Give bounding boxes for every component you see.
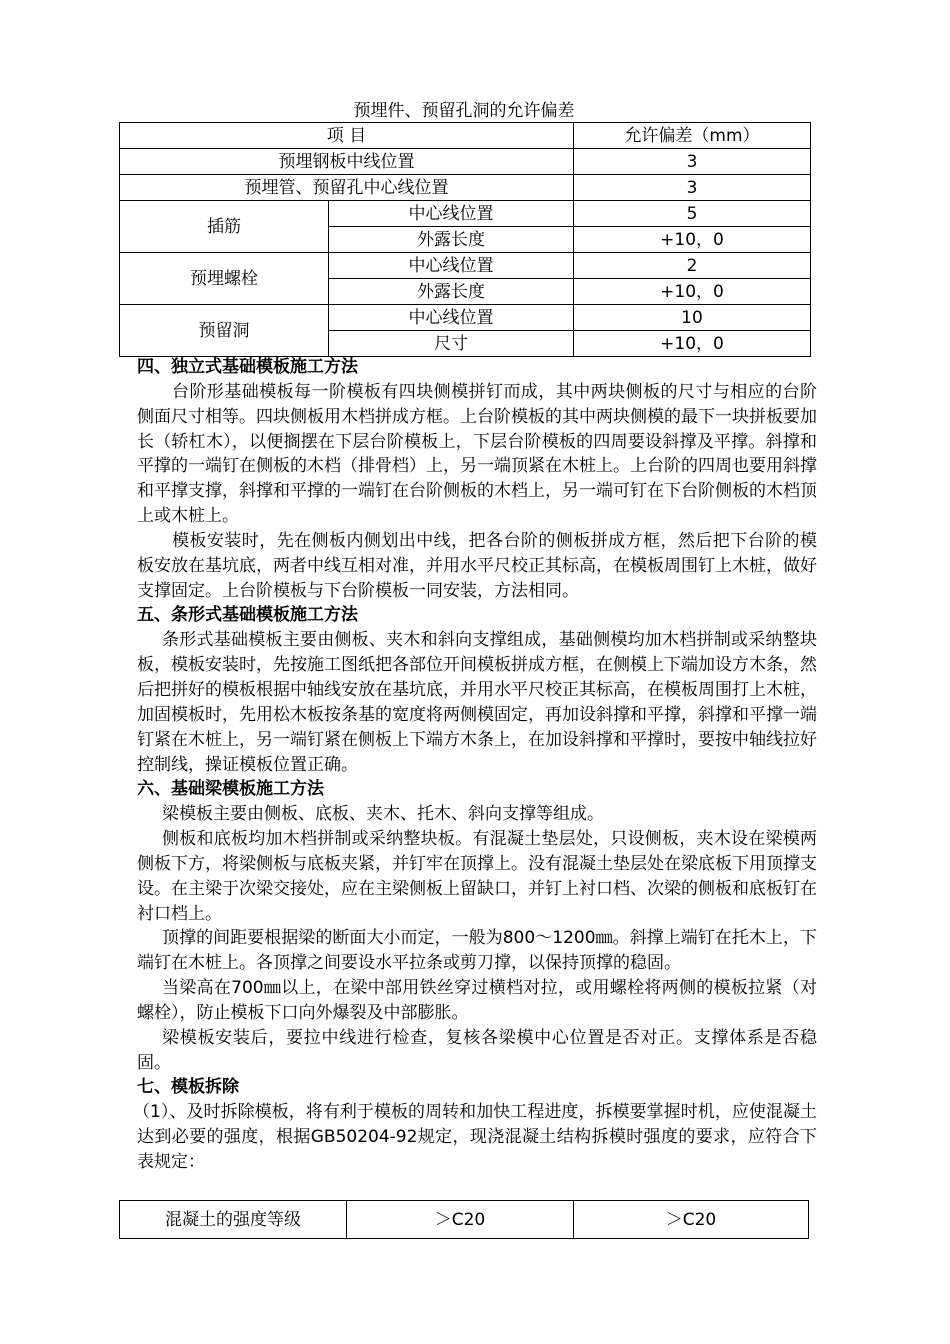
table-row [120,253,811,279]
grade-value-cell: ＞C20 [347,1201,574,1239]
header-item-cell: 项 目 [120,123,574,149]
body-text [133,355,817,1175]
item-cell: 尺寸 [329,331,574,357]
table-row [120,1201,809,1239]
value-cell: 3 [574,149,811,175]
section-heading: 七、模板拆除 [137,1077,239,1098]
paragraph: 侧板和底板均加木档拼制或采纳整块板。有混凝土垫层处，只设侧板，夹木设在梁模两侧板下方，将梁侧板与底板夹紧，并钉牢在顶撑上。没有混凝土垫层处在梁底板下用顶撑支设。在主梁于次梁交接处，应在主梁侧板上留缺口，并钉上衬口档、次梁的侧板和底板钉在衬口档上。 [137,829,817,924]
header-tolerance-cell: 允许偏差（mm） [574,123,811,149]
value-cell: +10，0 [574,227,811,253]
table-row [120,149,811,175]
value-cell: 5 [574,201,811,227]
value-cell: 2 [574,253,811,279]
paragraph: 顶撑的间距要根据梁的断面大小而定，一般为800～1200㎜。斜撑上端钉在托木上，下端钉在木桩上。各顶撑之间要设水平拉条或剪刀撑，以保持顶撑的稳固。 [137,928,817,974]
paragraph: 当梁高在700㎜以上，在梁中部用铁丝穿过横档对拉，或用螺栓将两侧的模板拉紧（对螺栓），防止模板下口向外爆裂及中部膨胀。 [137,978,817,1023]
section-heading: 六、基础梁模板施工方法 [137,779,324,800]
grade-label-cell: 混凝土的强度等级 [120,1201,347,1239]
paragraph: 台阶形基础模板每一阶模板有四块侧模拼钉而成，其中两块侧板的尺寸与相应的台阶侧面尺寸相等。四块侧板用木档拼成方框。上台阶模板的其中两块侧模的最下一块拼板要加长（轿杠木），以便搁摆在下层台阶模板上，下层台阶模板的四周要设斜撑及平撑。斜撑和平撑的一端钉在侧板的木档（排骨档）上，另一端顶紧在木桩上。上台阶的四周也要用斜撑和平撑支撑，斜撑和平撑的一端钉在台阶侧板的木档上，另一端可钉在下台阶侧板的木档顶上或木桩上。 [137,381,817,527]
paragraph: 梁模板主要由侧板、底板、夹木、托木、斜向支撑等组成。 [162,804,604,825]
value-cell: +10，0 [574,331,811,357]
value-cell: 10 [574,305,811,331]
paragraph: 梁模板安装后，要拉中线进行检查，复核各梁模中心位置是否对正。支撑体系是否稳固。 [137,1027,817,1073]
group-label-cell: 插筋 [120,201,329,253]
strength-grade-table [119,1200,809,1239]
table-row [120,201,811,227]
table-row [120,123,811,149]
item-cell: 外露长度 [329,227,574,253]
table-row [120,305,811,331]
tolerance-table-caption: 预埋件、预留孔洞的允许偏差 [353,101,575,121]
item-cell: 中心线位置 [329,305,574,331]
tolerance-table [119,122,811,357]
item-cell: 预埋钢板中线位置 [120,149,574,175]
grade-value-cell: ＞C20 [574,1201,809,1239]
item-cell: 外露长度 [329,279,574,305]
item-cell: 预埋管、预留孔中心线位置 [120,175,574,201]
value-cell: 3 [574,175,811,201]
section-heading: 四、独立式基础模板施工方法 [137,357,358,377]
item-cell: 中心线位置 [329,253,574,279]
value-cell: +10，0 [574,279,811,305]
table-row [120,175,811,201]
paragraph: 条形式基础模板主要由侧板、夹木和斜向支撑组成，基础侧模均加木档拼制或采纳整块板，模板安装时，先按施工图纸把各部位开间模板拼成方框，在侧模上下端加设方木条，然后把拼好的模板根据中轴线安放在基坑底，并用水平尺校正其标高，在模板周围打上木桩，加固模板时，先用松木板按条基的宽度将两侧模固定，再加设斜撑和平撑，斜撑和平撑一端钉紧在木桩上，另一端钉紧在侧板上下端方木条上，在加设斜撑和平撑时，要按中轴线拉好控制线，操证模板位置正确。 [137,630,817,775]
paragraph: （1）、及时拆除模板，将有利于模板的周转和加快工程进度，拆模要掌握时机，应使混凝土达到必要的强度，根据GB50204-92规定，现浇混凝土结构拆模时强度的要求，应符合下表规定： [133,1102,817,1172]
item-cell: 中心线位置 [329,201,574,227]
paragraph: 模板安装时，先在侧板内侧划出中线，把各台阶的侧板拼成方框，然后把下台阶的模板安放在基坑底，两者中线互相对准，并用水平尺校正其标高，在模板周围钉上木桩，做好支撑固定。上台阶模板与下台阶模板一同安装，方法相同。 [137,530,817,601]
section-heading: 五、条形式基础模板施工方法 [137,605,358,626]
group-label-cell: 预埋螺栓 [120,253,329,305]
group-label-cell: 预留洞 [120,305,329,357]
